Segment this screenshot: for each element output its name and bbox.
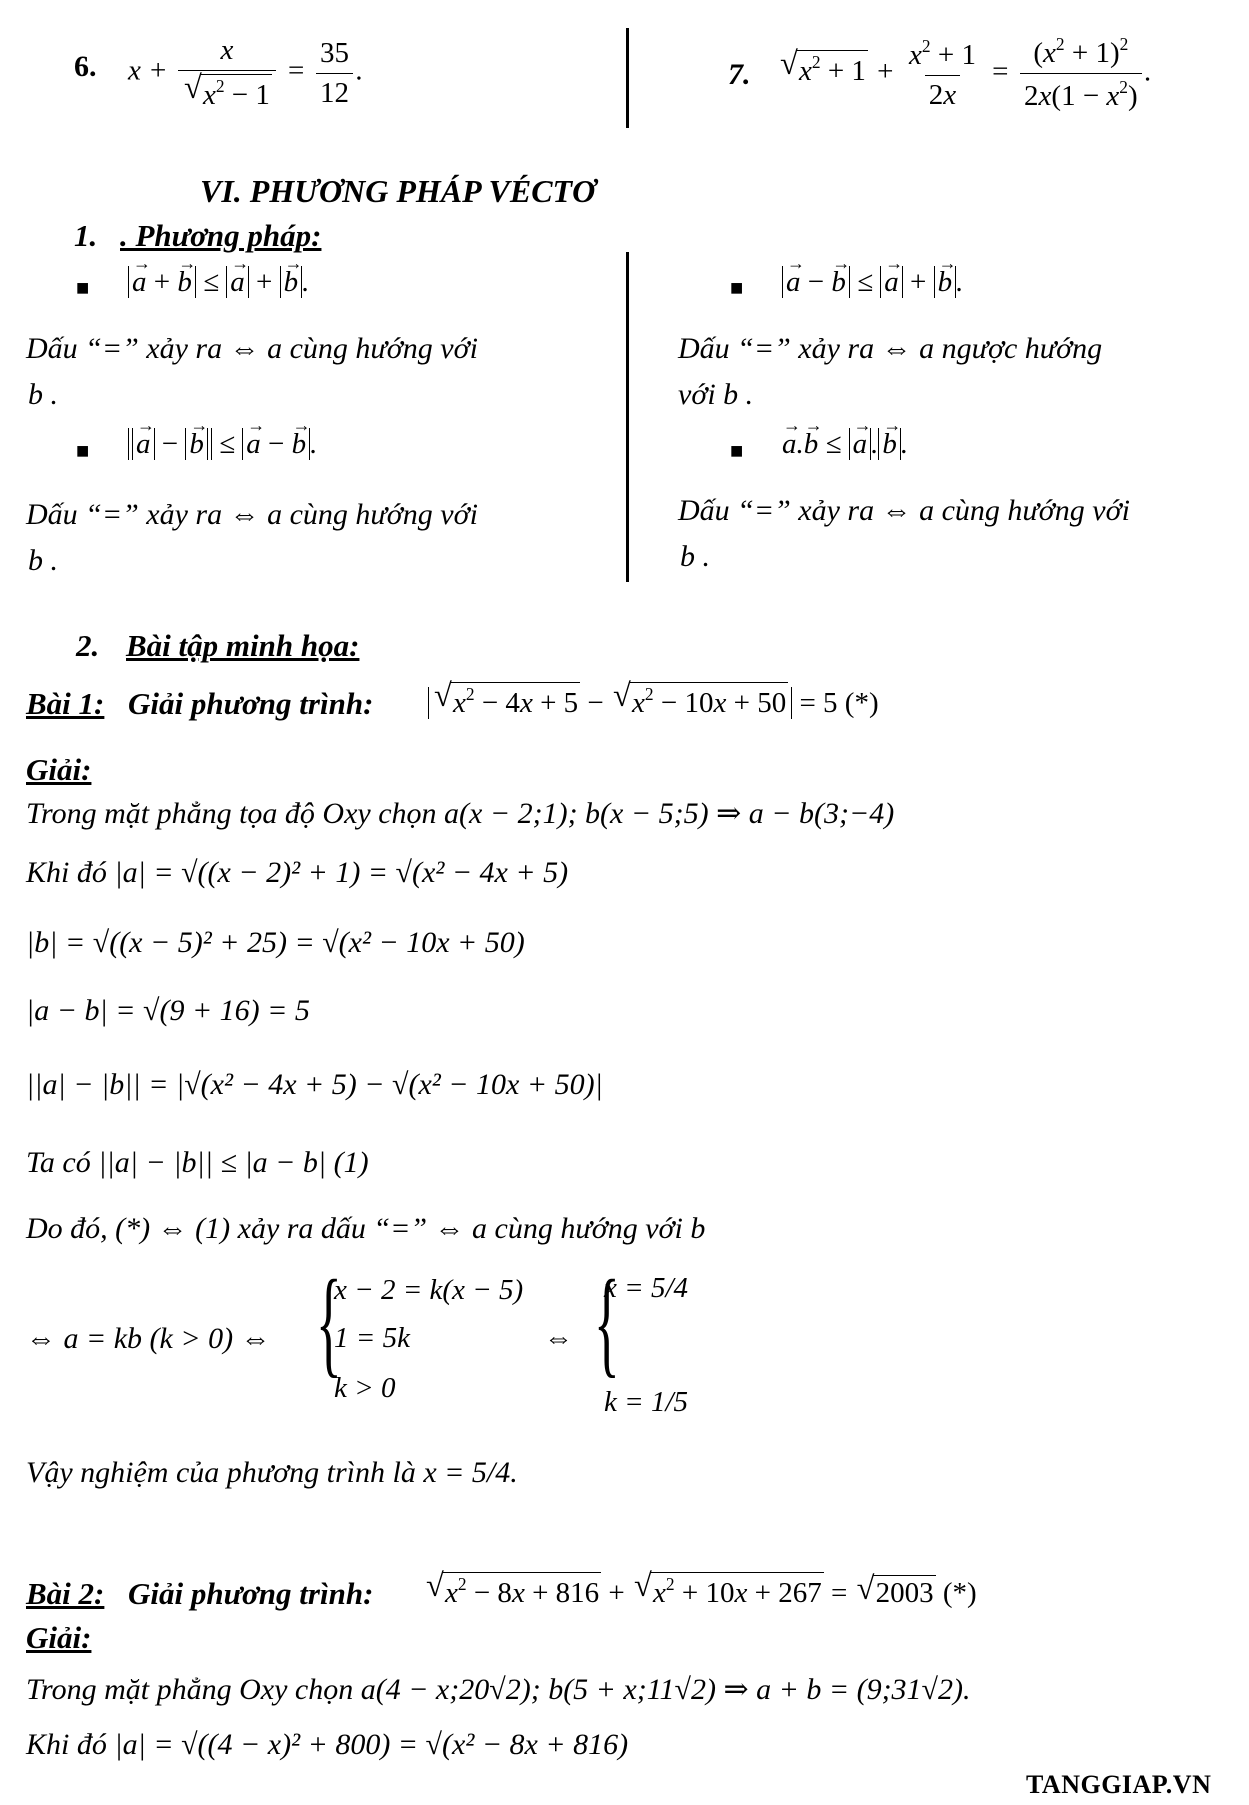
bullet-icon: ■ bbox=[76, 438, 90, 463]
column-divider-top bbox=[626, 28, 629, 128]
method-right2-note2: b . bbox=[680, 540, 710, 573]
bai2-label: Bài 2: bbox=[26, 1576, 105, 1611]
bullet-icon: ■ bbox=[730, 275, 744, 300]
system2-eq1: x = 5/4 bbox=[604, 1272, 688, 1304]
bai1-conclusion: Vậy nghiệm của phương trình là x = 5/4. bbox=[26, 1456, 518, 1489]
system1-eq3: k > 0 bbox=[334, 1372, 396, 1404]
bai1-prompt: Giải phương trình: bbox=[128, 686, 374, 721]
problem-7-equation: √ $x^2 + 1$ + $\frac{x^2 + 1}{2x}$ = $\frac{(x^2 + 1)^2}{2x(1 - x^2)}$ . bbox=[778, 34, 1152, 113]
footer-brand: TANGGIAP.VN bbox=[1026, 1770, 1212, 1799]
system2-eq2: k = 1/5 bbox=[604, 1386, 688, 1418]
bai2-giai: Giải: bbox=[26, 1620, 92, 1655]
bai2-equation: √ $x^2 - 8x + 816$ + √ $x^2 + 10x + 267$ = √ 2003 (*) bbox=[424, 1572, 977, 1610]
bai1-line7: Do đó, (*) ⇔ (1) xảy ra dấu “=” ⇔ a cùng hướng với b bbox=[26, 1212, 706, 1245]
bai2-line1: Trong mặt phẳng Oxy chọn a(4 − x;20√2); b(5 + x;11√2) ⇒ a + b = (9;31√2). bbox=[26, 1673, 971, 1706]
subsection-2-label: Bài tập minh họa: bbox=[126, 628, 360, 663]
bai1-line1: Trong mặt phẳng tọa độ Oxy chọn a(x − 2;1); b(x − 5;5) ⇒ a − b(3;−4) bbox=[26, 797, 895, 830]
bai1-equation: √ $x^2 - 4x + 5$ − √ $x^2 - 10x + 50 = 5$ (*) bbox=[428, 682, 879, 720]
bai1-label: Bài 1: bbox=[26, 686, 105, 721]
system-brace-2: { bbox=[593, 1255, 620, 1388]
method-left2-note: Dấu “=” xảy ra ⇔ a cùng hướng với bbox=[26, 498, 478, 531]
bai1-line5: ||a| − |b|| = |√(x² − 4x + 5) − √(x² − 10x + 50)| bbox=[26, 1068, 603, 1101]
system1-eq1: x − 2 = k(x − 5) bbox=[334, 1274, 524, 1306]
bai1-giai: Giải: bbox=[26, 752, 92, 787]
method-right2-formula: a →.b → ≤ a → . b → . bbox=[782, 428, 908, 461]
method-left1-formula: a → + b → ≤ a → + b → . bbox=[128, 266, 309, 299]
method-right1-note2: với b . bbox=[678, 378, 754, 411]
method-right2-note: Dấu “=” xảy ra ⇔ a cùng hướng với bbox=[678, 494, 1130, 527]
system-brace-1: { bbox=[315, 1255, 342, 1388]
bai2-line2: Khi đó |a| = √((4 − x)² + 800) = √(x² − 8x + 816) bbox=[26, 1728, 629, 1761]
system1-eq2: 1 = 5k bbox=[334, 1322, 410, 1354]
bullet-icon: ■ bbox=[730, 438, 744, 463]
method-right1-note: Dấu “=” xảy ra ⇔ a ngược hướng bbox=[678, 332, 1103, 365]
bai1-line8-prefix: ⇔ a = kb (k > 0) ⇔ bbox=[26, 1322, 271, 1355]
bullet-icon: ■ bbox=[76, 275, 90, 300]
column-divider-method bbox=[626, 252, 629, 582]
method-left1-note2: b . bbox=[28, 378, 58, 411]
bai1-line4: |a − b| = √(9 + 16) = 5 bbox=[26, 994, 310, 1027]
method-left2-note2: b . bbox=[28, 544, 58, 577]
bai1-line2: Khi đó |a| = √((x − 2)² + 1) = √(x² − 4x + 5) bbox=[26, 856, 569, 889]
problem-7-number: 7. bbox=[728, 58, 751, 91]
subsection-1-number: 1. bbox=[74, 218, 98, 253]
method-left2-formula: a → − b → ≤ a → − b → . bbox=[128, 428, 317, 461]
subsection-2-number: 2. bbox=[76, 628, 100, 663]
bai1-line3: |b| = √((x − 5)² + 25) = √(x² − 10x + 50) bbox=[26, 926, 525, 959]
problem-6-number: 6. bbox=[74, 50, 97, 83]
subsection-1-label: . Phương pháp: bbox=[120, 218, 322, 253]
problem-6-equation: x + x √ $x^2 - 1$ = $\frac{35}{12}$ . bbox=[128, 34, 363, 112]
method-right1-formula: a → − b → ≤ a → + b → . bbox=[782, 266, 963, 299]
method-left1-note: Dấu “=” xảy ra ⇔ a cùng hướng với bbox=[26, 332, 478, 365]
section-title: VI. PHƯƠNG PHÁP VÉCTƠ bbox=[200, 173, 596, 209]
bai1-line6: Ta có ||a| − |b|| ≤ |a − b| (1) bbox=[26, 1146, 369, 1179]
equivalence-arrow: ⇔ bbox=[544, 1322, 573, 1354]
bai2-prompt: Giải phương trình: bbox=[128, 1576, 374, 1611]
